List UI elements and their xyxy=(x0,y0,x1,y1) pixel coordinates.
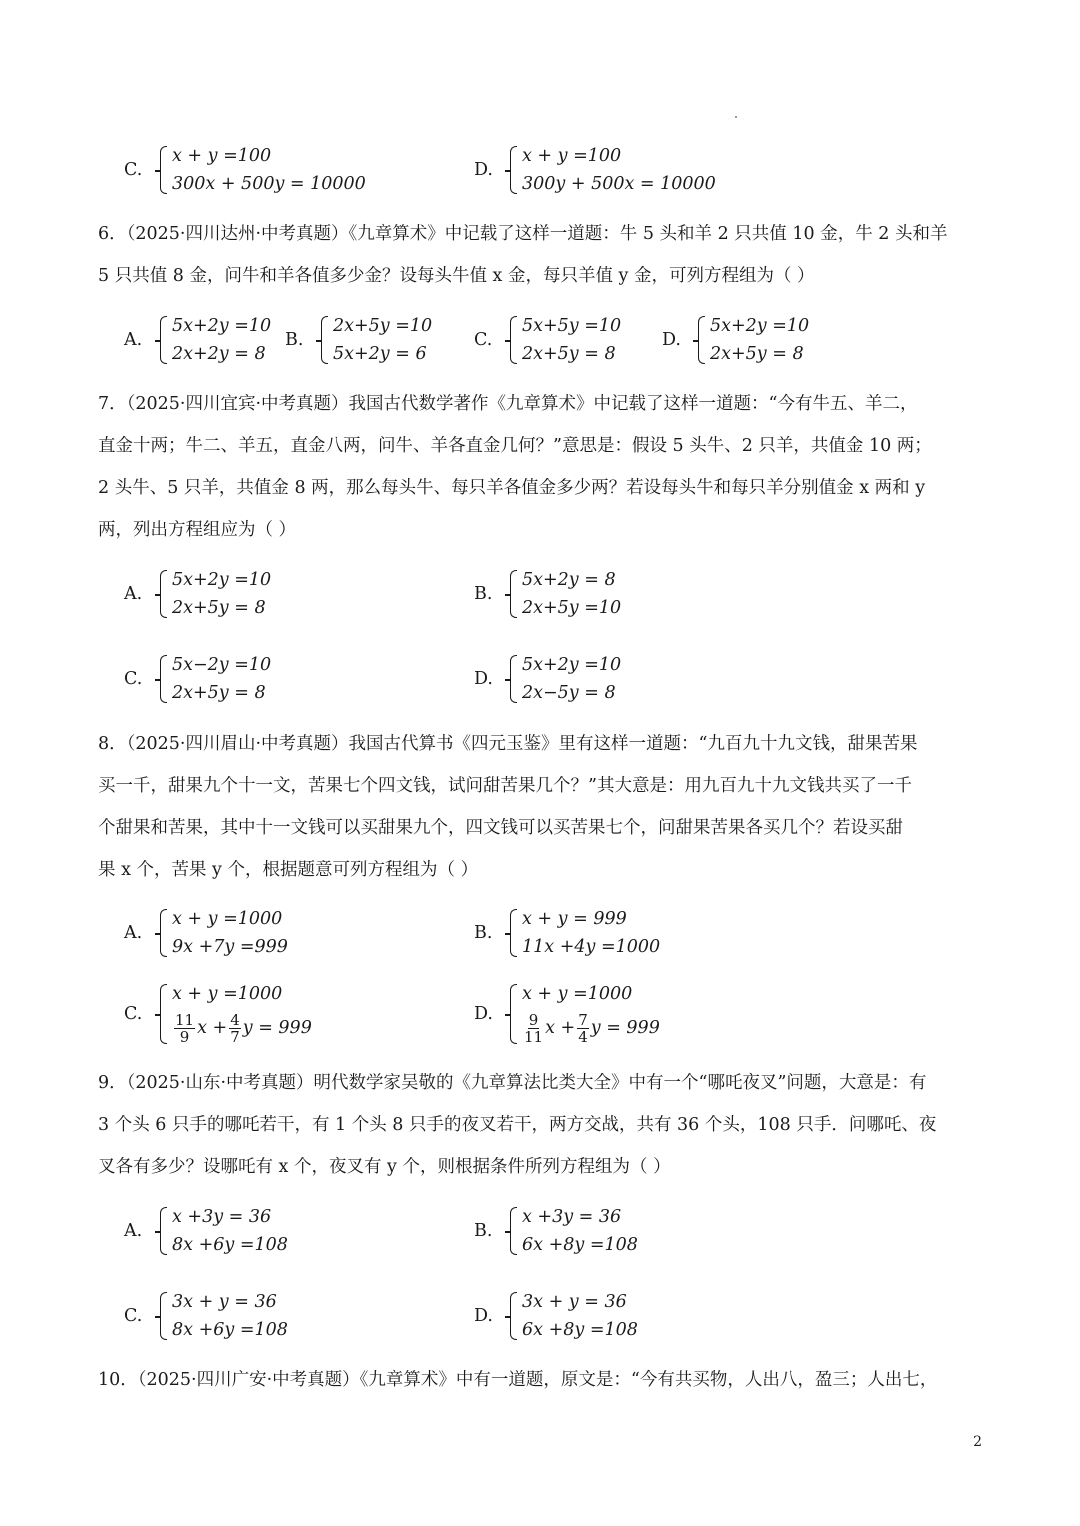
equation: 5x+2y =10 xyxy=(710,316,810,336)
equation-system xyxy=(510,905,660,961)
equation: x +3y = 36 xyxy=(522,1207,622,1227)
equation-system xyxy=(510,651,621,707)
equation: 5x+2y = 8 xyxy=(522,570,616,590)
equation: 2x+5y = 8 xyxy=(172,683,266,703)
equation-system xyxy=(160,905,288,961)
q7-option-b[interactable] xyxy=(474,566,621,622)
q6-option-d[interactable] xyxy=(662,312,809,368)
equation: 5x+5y =10 xyxy=(522,316,622,336)
q9-option-a[interactable] xyxy=(124,1203,288,1259)
q7-option-d[interactable] xyxy=(474,651,621,707)
question-6 xyxy=(98,213,988,297)
equation: x + y =100 xyxy=(522,146,622,166)
equation-system xyxy=(160,980,312,1048)
option-letter: D. xyxy=(474,160,493,180)
numerator: 11 xyxy=(175,1010,195,1029)
equation: 2x+5y =10 xyxy=(333,316,433,336)
q8-option-d[interactable] xyxy=(474,980,660,1048)
option-letter: A. xyxy=(124,1221,143,1241)
fraction xyxy=(524,1012,543,1045)
equation: 5x−2y =10 xyxy=(172,655,272,675)
equation-system xyxy=(510,312,621,368)
question-text: 6．（2025·四川达州·中考真题）《九章算术》中记载了这样一道题：牛 5 头和羊 2 只共值 10 金，牛 2 头和羊 xyxy=(98,224,948,244)
question-text: 7．（2025·四川宜宾·中考真题）我国古代数学著作《九章算术》中记载了这样一道题：“今有牛五、羊二， xyxy=(98,394,918,414)
question-text: 9．（2025·山东·中考真题）明代数学家吴敬的《九章算法比类大全》中有一个“哪吒夜叉”问题，大意是：有 xyxy=(98,1073,927,1093)
equation: x + y =100 xyxy=(172,146,272,166)
question-8 xyxy=(98,723,988,891)
question-9 xyxy=(98,1062,988,1188)
q5-option-c[interactable] xyxy=(124,142,366,198)
q9-option-c[interactable] xyxy=(124,1288,288,1344)
option-letter: B. xyxy=(285,330,304,350)
numerator: 7 xyxy=(578,1010,588,1029)
equation: x + y = 999 xyxy=(522,909,627,929)
equation: x + y =1000 xyxy=(522,984,633,1004)
equation-system xyxy=(160,651,271,707)
equation: 3x + y = 36 xyxy=(522,1292,627,1312)
equation: 5x+2y = 6 xyxy=(333,344,427,364)
question-text: 8．（2025·四川眉山·中考真题）我国古代算书《四元玉鉴》里有这样一道题：“九百九十九文钱，甜果苦果 xyxy=(98,734,918,754)
fraction xyxy=(229,1012,241,1045)
option-letter: C. xyxy=(124,160,143,180)
q8-option-b[interactable] xyxy=(474,905,660,961)
equation: 2x−5y = 8 xyxy=(522,683,616,703)
question-text: 3 个头 6 只手的哪吒若干，有 1 个头 8 只手的夜叉若干，两方交战，共有 36 个头，108 只手．问哪吒、夜 xyxy=(98,1115,937,1135)
equation: 300y + 500x = 10000 xyxy=(522,174,716,194)
option-letter: C. xyxy=(124,1306,143,1326)
equation-system xyxy=(510,142,716,198)
option-letter: C. xyxy=(124,1004,143,1024)
equation-fragment: x + xyxy=(545,1018,576,1038)
denominator: 4 xyxy=(578,1027,588,1046)
question-10 xyxy=(98,1359,988,1401)
q7-option-c[interactable] xyxy=(124,651,271,707)
equation: 2x+2y = 8 xyxy=(172,344,266,364)
equation: 2x+5y = 8 xyxy=(710,344,804,364)
question-text: 两，列出方程组应为（ ） xyxy=(98,520,297,540)
equation-system xyxy=(160,566,271,622)
option-letter: B. xyxy=(474,584,493,604)
equation-system xyxy=(321,312,432,368)
equation: x +3y = 36 xyxy=(172,1207,272,1227)
equation: 5x+2y =10 xyxy=(522,655,622,675)
q9-option-b[interactable] xyxy=(474,1203,638,1259)
q6-option-a[interactable] xyxy=(124,312,271,368)
question-text: 10．（2025·四川广安·中考真题）《九章算术》中有一道题，原文是：“今有共买物，人出八，盈三；人出七， xyxy=(98,1370,938,1390)
option-letter: D. xyxy=(474,669,493,689)
scan-speck xyxy=(735,116,737,118)
page-number: 2 xyxy=(973,1434,982,1450)
option-letter: B. xyxy=(474,923,493,943)
equation: 5x+2y =10 xyxy=(172,570,272,590)
q6-option-b[interactable] xyxy=(285,312,432,368)
equation-system xyxy=(160,1288,288,1344)
equation: 2x+5y = 8 xyxy=(522,344,616,364)
equation: 6x +8y =108 xyxy=(522,1320,638,1340)
equation-system xyxy=(510,566,621,622)
question-text: 果 x 个，苦果 y 个，根据题意可列方程组为（ ） xyxy=(98,860,479,880)
equation-system xyxy=(510,1288,638,1344)
equation: 3x + y = 36 xyxy=(172,1292,277,1312)
denominator: 9 xyxy=(179,1027,190,1046)
equation: 2x+5y =10 xyxy=(522,598,622,618)
denominator: 7 xyxy=(230,1027,240,1046)
denominator: 11 xyxy=(524,1027,544,1046)
option-letter: D. xyxy=(474,1004,493,1024)
equation-system xyxy=(160,142,366,198)
equation: 9x +7y =999 xyxy=(172,937,288,957)
q8-option-c[interactable] xyxy=(124,980,312,1048)
option-letter: B. xyxy=(474,1221,493,1241)
q7-option-a[interactable] xyxy=(124,566,271,622)
equation: 8x +6y =108 xyxy=(172,1235,288,1255)
equation: 5x+2y =10 xyxy=(172,316,272,336)
question-7 xyxy=(98,383,988,551)
equation: x + y =1000 xyxy=(172,909,283,929)
equation: 11x +4y =1000 xyxy=(522,937,661,957)
q8-option-a[interactable] xyxy=(124,905,288,961)
equation xyxy=(172,1008,312,1048)
equation: 8x +6y =108 xyxy=(172,1320,288,1340)
option-letter: A. xyxy=(124,923,143,943)
question-text: 个甜果和苦果，其中十一文钱可以买甜果九个，四文钱可以买苦果七个，问甜果苦果各买几个？若设买甜 xyxy=(98,818,903,838)
equation: 300x + 500y = 10000 xyxy=(172,174,366,194)
equation: 6x +8y =108 xyxy=(522,1235,638,1255)
equation xyxy=(522,1008,660,1048)
numerator: 4 xyxy=(230,1010,240,1029)
question-text: 叉各有多少？设哪吒有 x 个，夜叉有 y 个，则根据条件所列方程组为（ ） xyxy=(98,1157,671,1177)
equation-system xyxy=(510,980,660,1048)
question-text: 2 头牛、5 只羊，共值金 8 两，那么每头牛、每只羊各值金多少两？若设每头牛和每只羊分别值金 x 两和 y xyxy=(98,478,926,498)
q6-option-c[interactable] xyxy=(474,312,621,368)
numerator: 9 xyxy=(528,1010,539,1029)
fraction xyxy=(174,1012,195,1045)
question-text: 直金十两；牛二、羊五，直金八两，问牛、羊各直金几何？”意思是：假设 5 头牛、2 只羊，共值金 10 两； xyxy=(98,436,932,456)
question-text: 买一千，甜果九个十一文，苦果七个四文钱，试问甜苦果几个？”其大意是：用九百九十九文钱共买了一千 xyxy=(98,776,912,796)
equation-system xyxy=(510,1203,638,1259)
equation-fragment: y = 999 xyxy=(242,1018,312,1038)
equation: 2x+5y = 8 xyxy=(172,598,266,618)
option-letter: D. xyxy=(474,1306,493,1326)
equation-fragment: y = 999 xyxy=(590,1018,660,1038)
option-letter: A. xyxy=(124,330,143,350)
option-letter: A. xyxy=(124,584,143,604)
equation-system xyxy=(160,312,271,368)
equation-system xyxy=(160,1203,288,1259)
q5-option-d[interactable] xyxy=(474,142,716,198)
option-letter: C. xyxy=(474,330,493,350)
fraction xyxy=(577,1012,589,1045)
option-letter: C. xyxy=(124,669,143,689)
q9-option-d[interactable] xyxy=(474,1288,638,1344)
question-text: 5 只共值 8 金，问牛和羊各值多少金？设每头牛值 x 金，每只羊值 y 金，可列方程组为（ ） xyxy=(98,266,815,286)
equation-fragment: x + xyxy=(197,1018,228,1038)
equation: x + y =1000 xyxy=(172,984,283,1004)
option-letter: D. xyxy=(662,330,681,350)
equation-system xyxy=(698,312,809,368)
